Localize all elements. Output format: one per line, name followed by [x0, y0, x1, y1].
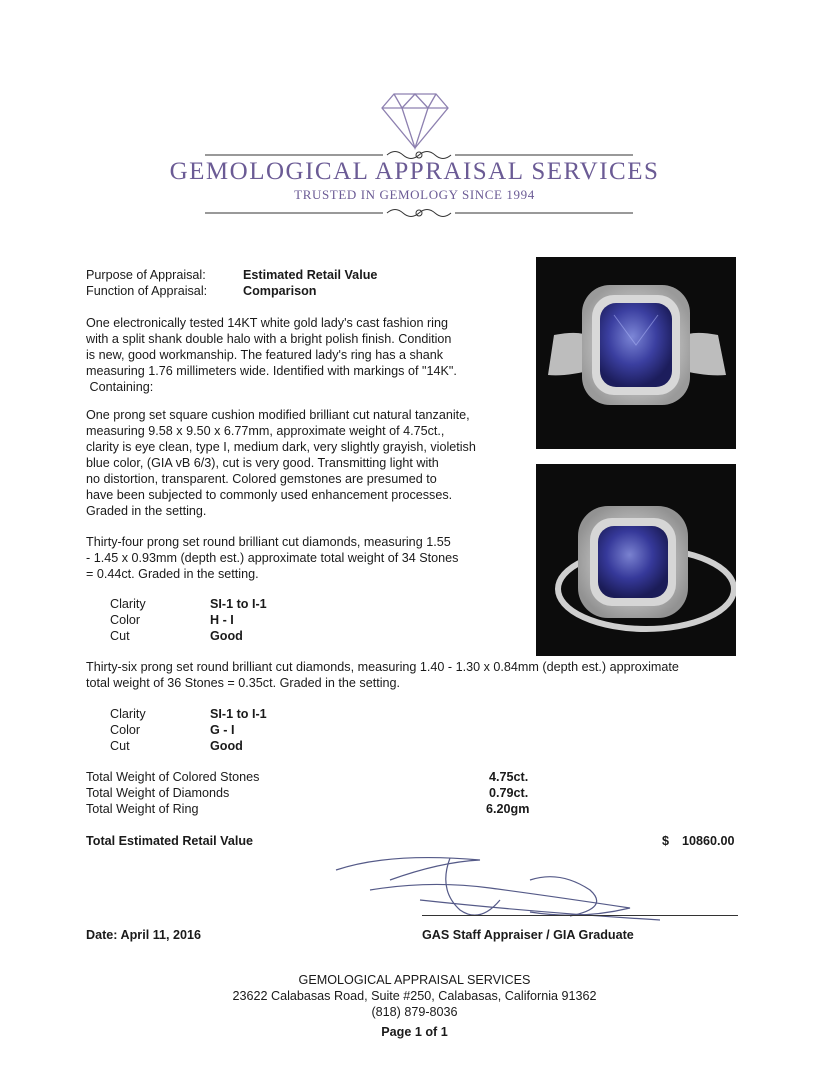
ring-photo-angle-view: [536, 464, 736, 656]
diamonds-2-description: [86, 659, 679, 691]
appraiser-title: GAS Staff Appraiser / GIA Graduate: [422, 928, 634, 942]
description-line: One electronically tested 14KT white gold lady's cast fashion ring: [86, 316, 448, 330]
total-label: Total Weight of Colored Stones: [86, 770, 260, 784]
total-value: 4.75ct.: [489, 770, 529, 784]
company-tagline: TRUSTED IN GEMOLOGY SINCE 1994: [294, 187, 535, 202]
description-line: measuring 1.76 millimeters wide. Identified with markings of "14K".: [86, 364, 457, 378]
page-number: Page 1 of 1: [381, 1025, 448, 1039]
diamonds-2-line: Thirty-six prong set round brilliant cut diamonds, measuring 1.40 - 1.30 x 0.84mm (depth est.) approximate: [86, 660, 679, 674]
diamonds-2-line: total weight of 36 Stones = 0.35ct. Graded in the setting.: [86, 676, 400, 690]
diamonds-1-description: [86, 534, 458, 582]
ring-description: [86, 315, 457, 395]
description-line: with a split shank double halo with a bright polish finish. Condition: [86, 332, 452, 346]
footer-address: 23622 Calabasas Road, Suite #250, Calabasas, California 91362: [232, 989, 597, 1003]
center-stone-line: have been subjected to commonly used enhancement processes.: [86, 488, 453, 502]
currency-symbol: $: [662, 834, 670, 848]
spec-label: Color: [110, 613, 141, 627]
retail-value-label: Total Estimated Retail Value: [86, 834, 254, 848]
appraisal-date: Date: April 11, 2016: [86, 928, 202, 942]
total-value: 6.20gm: [486, 802, 530, 816]
retail-value-amount: 10860.00: [682, 834, 735, 848]
total-label: Total Weight of Ring: [86, 802, 199, 816]
description-line: is new, good workmanship. The featured lady's ring has a shank: [86, 348, 444, 362]
total-value: 0.79ct.: [489, 786, 529, 800]
company-name: GEMOLOGICAL APPRAISAL SERVICES: [169, 158, 660, 185]
total-label: Total Weight of Diamonds: [86, 786, 230, 800]
function-label: Function of Appraisal:: [86, 284, 208, 298]
spec-value: Good: [210, 629, 243, 643]
center-stone-line: no distortion, transparent. Colored gemstones are presumed to: [86, 472, 437, 486]
spec-label: Cut: [110, 629, 130, 643]
footer-company-name: GEMOLOGICAL APPRAISAL SERVICES: [298, 973, 531, 987]
diamonds-1-line: - 1.45 x 0.93mm (depth est.) approximate total weight of 34 Stones: [86, 551, 459, 565]
spec-label: Clarity: [110, 597, 146, 611]
purpose-value: Estimated Retail Value: [243, 268, 378, 282]
spec-label: Cut: [110, 739, 130, 753]
signature-line: [422, 915, 738, 916]
spec-value: H - I: [210, 613, 234, 627]
appraiser-signature: [330, 850, 670, 930]
center-stone-line: One prong set square cushion modified brilliant cut natural tanzanite,: [86, 408, 470, 422]
center-stone-line: clarity is eye clean, type I, medium dark, very slightly grayish, violetish: [86, 440, 476, 454]
center-stone-line: Graded in the setting.: [86, 504, 207, 518]
diamond-logo-icon: [380, 92, 450, 150]
function-value: Comparison: [243, 284, 317, 298]
spec-value: G - I: [210, 723, 235, 737]
spec-label: Clarity: [110, 707, 146, 721]
description-line: Containing:: [86, 380, 154, 394]
purpose-label: Purpose of Appraisal:: [86, 268, 206, 282]
spec-value: SI-1 to I-1: [210, 597, 267, 611]
center-stone-line: blue color, (GIA vB 6/3), cut is very good. Transmitting light with: [86, 456, 439, 470]
header-ornament-bottom: [205, 206, 633, 220]
ring-photo-top-view: [536, 257, 736, 449]
diamonds-1-line: Thirty-four prong set round brilliant cut diamonds, measuring 1.55: [86, 535, 451, 549]
spec-value: SI-1 to I-1: [210, 707, 267, 721]
spec-label: Color: [110, 723, 141, 737]
center-stone-line: measuring 9.58 x 9.50 x 6.77mm, approximate weight of 4.75ct.,: [86, 424, 445, 438]
footer-phone: (818) 879-8036: [371, 1005, 458, 1019]
spec-value: Good: [210, 739, 243, 753]
center-stone-description: [86, 407, 476, 519]
diamonds-1-line: = 0.44ct. Graded in the setting.: [86, 567, 259, 581]
